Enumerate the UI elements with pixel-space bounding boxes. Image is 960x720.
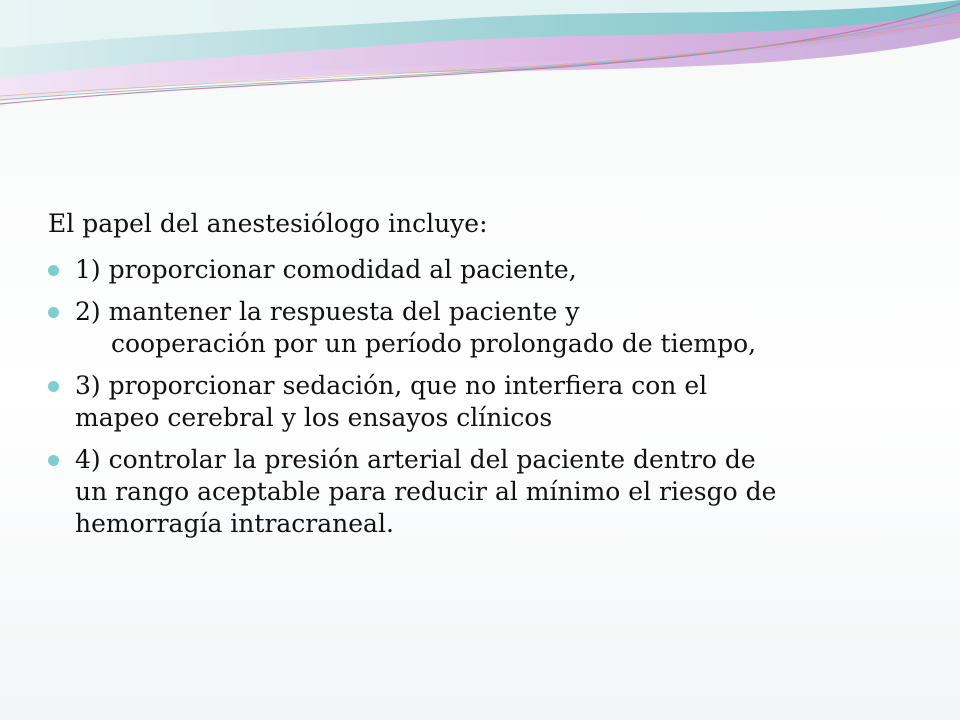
bullet-item-line: mapeo cerebral y los ensayos clínicos [75,403,553,432]
bullet-item-line: 4) controlar la presión arterial del paciente dentro de [75,445,756,474]
bullet-item [48,296,908,360]
bullet-item-line: hemorragía intracraneal. [75,509,394,538]
bullet-item-text [75,296,908,360]
bullet-list [48,254,908,540]
bullet-dot-icon [48,455,59,466]
bullet-item [48,444,908,540]
bullet-dot-icon [48,381,59,392]
bullet-item-text [75,444,908,540]
bullet-item-text [75,370,908,434]
bullet-dot-icon [48,307,59,318]
slide-body [48,208,908,550]
top-wave-decoration [0,0,960,130]
bullet-item [48,370,908,434]
bullet-item [48,254,908,286]
bullet-dot-icon [48,265,59,276]
bullet-item-text [75,254,908,286]
intro-text: El papel del anestesiólogo incluye: [48,209,488,238]
bullet-item-line: 2) mantener la respuesta del paciente y [75,297,580,326]
bullet-item-line: 1) proporcionar comodidad al paciente, [75,255,577,284]
bullet-item-line: cooperación por un período prolongado de tiempo, [111,329,757,358]
bullet-item-line: un rango aceptable para reducir al mínimo el riesgo de [75,477,777,506]
bullet-item-line: 3) proporcionar sedación, que no interfiera con el [75,371,708,400]
